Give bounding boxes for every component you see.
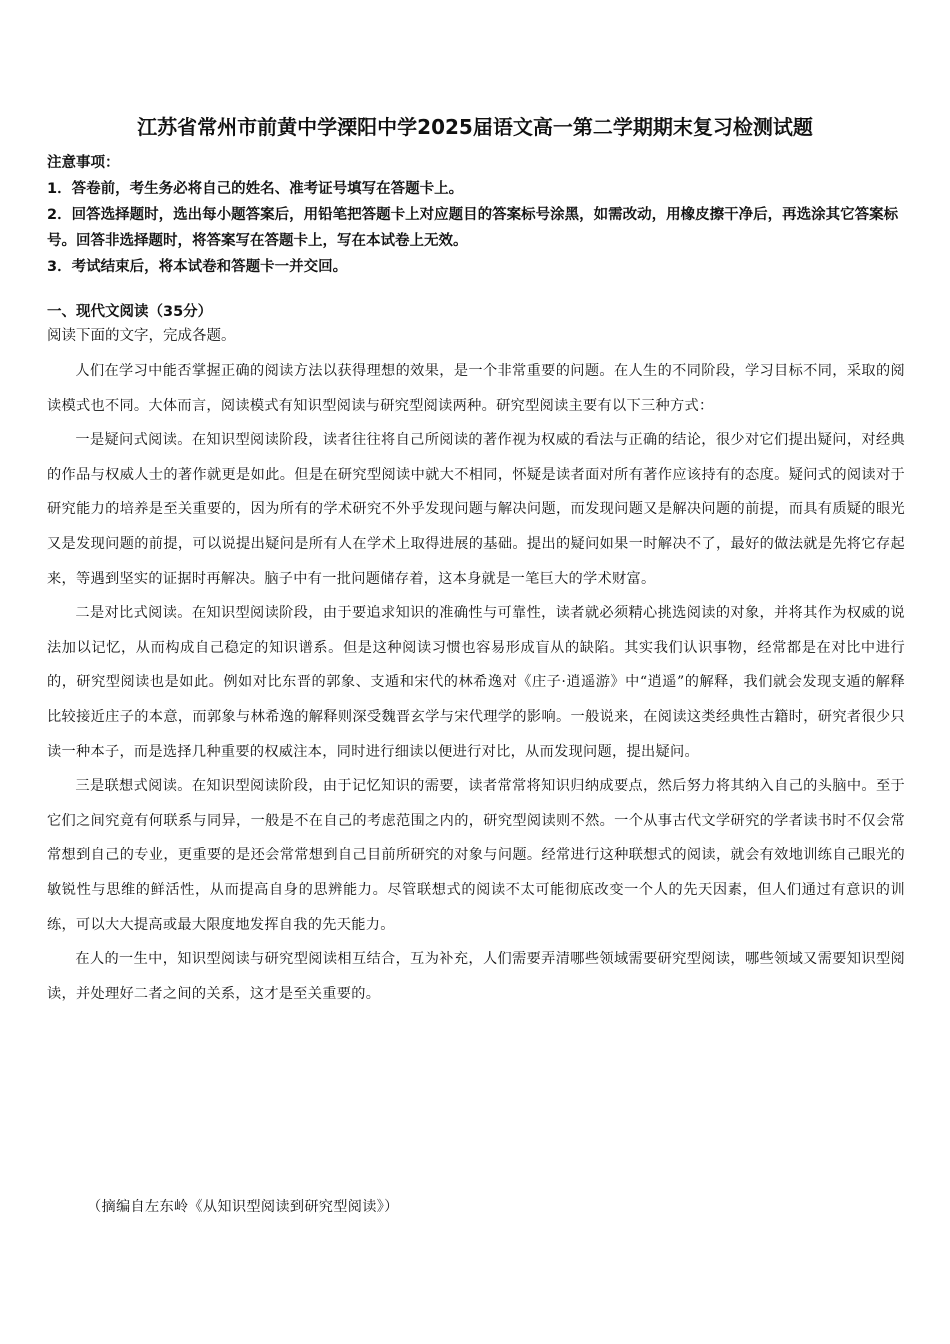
section-header: [47, 300, 907, 348]
section-heading: 一、现代文阅读（35分）: [47, 304, 213, 320]
reading-article: [47, 354, 905, 1011]
article-paragraph-1: 人们在学习中能否掌握正确的阅读方法以获得理想的效果，是一个非常重要的问题。在人生的不同阶段，学习目标不同，采取的阅读模式也不同。大体而言，阅读模式有知识型阅读与研究型阅读两种。研究型阅读主要有以下三种方式：: [47, 363, 905, 414]
notice-block: [47, 150, 907, 280]
notice-heading: 注意事项：: [47, 155, 120, 171]
exam-title: 江苏省常州市前黄中学溧阳中学2025届语文高一第二学期期末复习检测试题: [137, 115, 813, 139]
article-paragraph-4: 三是联想式阅读。在知识型阅读阶段，由于记忆知识的需要，读者常常将知识归纳成要点，然后努力将其纳入自己的头脑中。至于它们之间究竟有何联系与同异，一般是不在自己的考虑范围之内的，研究型阅读则不然。一个从事古代文学研究的学者读书时不仅会常常想到自己的专业，更重要的是还会常常想到自己目前所研究的对象与问题。经常进行这种联想式的阅读，就会有效地训练自己眼光的敏锐性与思维的鲜活性，从而提高自身的思辨能力。尽管联想式的阅读不太可能彻底改变一个人的先天因素，但人们通过有意识的训练，可以大大提高或最大限度地发挥自我的先天能力。: [47, 778, 905, 933]
article-source: （摘编自左东岭《从知识型阅读到研究型阅读》）: [87, 1199, 399, 1215]
article-paragraph-5: 在人的一生中，知识型阅读与研究型阅读相互结合，互为补充，人们需要弄清哪些领域需要研究型阅读，哪些领域又需要知识型阅读，并处理好二者之间的关系，这才是至关重要的。: [47, 951, 905, 1002]
article-paragraph-2: 一是疑问式阅读。在知识型阅读阶段，读者往往将自己所阅读的著作视为权威的看法与正确的结论，很少对它们提出疑问，对经典的作品与权威人士的著作就更是如此。但是在研究型阅读中就大不相同，怀疑是读者面对所有著作应该持有的态度。疑问式的阅读对于研究能力的培养是至关重要的，因为所有的学术研究不外乎发现问题与解决问题，而发现问题又是解决问题的前提，而具有质疑的眼光又是发现问题的前提，可以说提出疑问是所有人在学术上取得进展的基础。提出的疑问如果一时解决不了，最好的做法就是先将它存起来，等遇到坚实的证据时再解决。脑子中有一批问题储存着，这本身就是一笔巨大的学术财富。: [47, 432, 905, 587]
notice-item-3: 3．考试结束后，将本试卷和答题卡一并交回。: [47, 259, 348, 275]
notice-item-2: 2．回答选择题时，选出每小题答案后，用铅笔把答题卡上对应题目的答案标号涂黑，如需改动，用橡皮擦干净后，再选涂其它答案标号。回答非选择题时，将答案写在答题卡上，写在本试卷上无效。: [47, 207, 899, 249]
article-paragraph-3: 二是对比式阅读。在知识型阅读阶段，由于要追求知识的准确性与可靠性，读者就必须精心挑选阅读的对象，并将其作为权威的说法加以记忆，从而构成自己稳定的知识谱系。但是这种阅读习惯也容易形成盲从的缺陷。其实我们认识事物，经常都是在对比中进行的，研究型阅读也是如此。例如对比东晋的郭象、支遁和宋代的林希逸对《庄子·逍遥游》中“逍遥”的解释，我们就会发现支遁的解释比较接近庄子的本意，而郭象与林希逸的解释则深受魏晋玄学与宋代理学的影响。一般说来，在阅读这类经典性古籍时，研究者很少只读一种本子，而是选择几种重要的权威注本，同时进行细读以便进行对比，从而发现问题，提出疑问。: [47, 605, 905, 760]
section-instruction: 阅读下面的文字，完成各题。: [47, 328, 236, 344]
notice-item-1: 1．答卷前，考生务必将自己的姓名、准考证号填写在答题卡上。: [47, 181, 464, 197]
